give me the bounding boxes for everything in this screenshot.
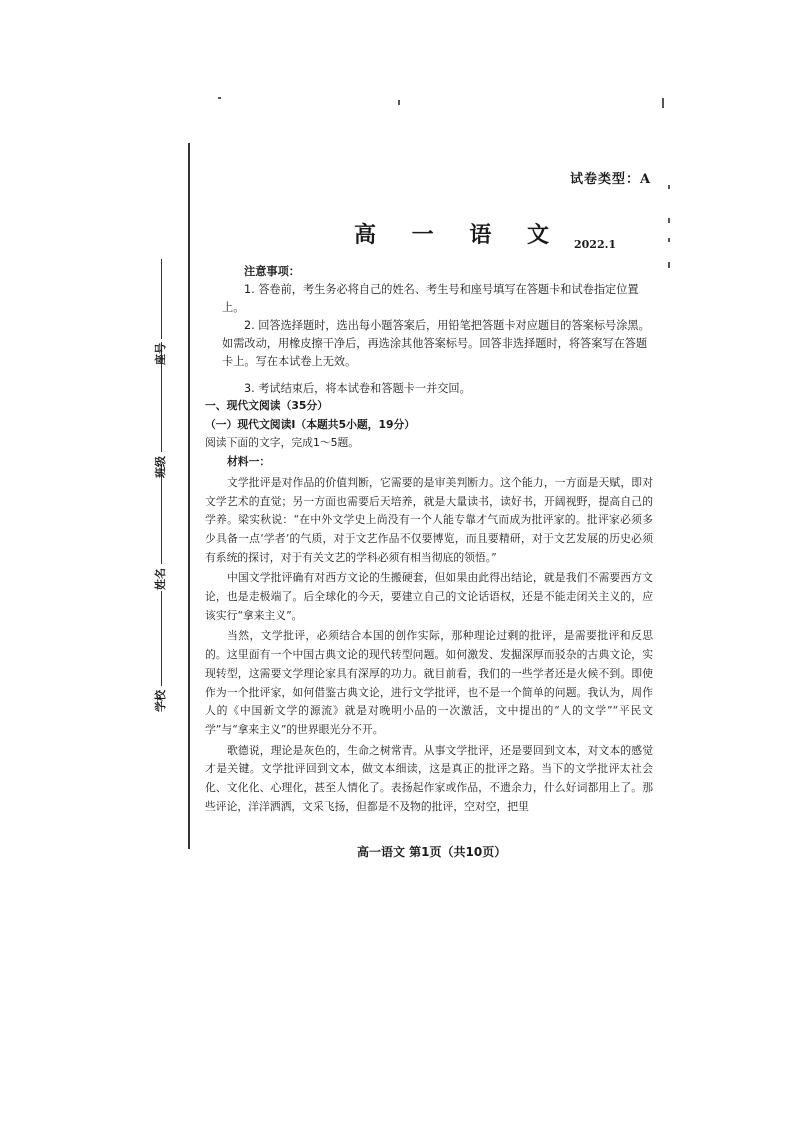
material-paragraph: 歌德说，理论是灰色的，生命之树常青。从事文学批评，还是要回到文本，对文本的感觉才是关键。文学批评回到文本，做文本细读，这是真正的批评之路。当下的文学批评太社会化、文化化、心理化，甚至人情化了。表扬起作家或作品，不遗余力，什么好词都用上了。那些评论，洋洋洒洒，文采飞扬，但都是不及物的批评，空对空，把里 — [205, 743, 653, 813]
scan-speck — [668, 218, 670, 223]
name-blank — [161, 464, 162, 564]
name-field — [152, 460, 168, 590]
seat-blank — [161, 259, 162, 339]
material-paragraph: 中国文学批评确有对西方文论的生搬硬套，但如果由此得出结论，就是我们不需要西方文论，也是走极端了。后全球化的今天，要建立自己的文论话语权，还是不能走闭关主义的，应该实行“拿来主义”。 — [205, 571, 653, 622]
notice-block — [222, 263, 650, 398]
exam-type: 试卷类型：A — [570, 172, 652, 187]
scan-speck — [668, 262, 670, 268]
material-label: 材料一： — [227, 455, 271, 469]
notice-item: 3. 考试结束后，将本试卷和答题卡一并交回。 — [244, 382, 471, 395]
scan-speck — [668, 238, 670, 242]
scan-speck — [398, 100, 400, 105]
notice-item: 2. 回答选择题时，选出每小题答案后，用铅笔把答题卡对应题目的答案标号涂黑。如需改动，用橡皮擦干净后，再选涂其他答案标号。回答非选择题时，将答案写在答题卡上。写在本试卷上无效。 — [222, 319, 650, 368]
reading-section — [205, 397, 653, 816]
section-title: 一、现代文阅读（35分） — [205, 399, 328, 412]
school-blank — [161, 591, 162, 686]
name-label: 姓名 — [154, 568, 167, 590]
seat-label: 座号 — [154, 343, 167, 365]
school-field — [152, 587, 168, 712]
material-paragraph: 文学批评是对作品的价值判断，它需要的是审美判断力。这个能力，一方面是天赋，即对文学艺术的直觉；另一方面也需要后天培养，就是大量读书，读好书，开阔视野，提高自己的学养。梁实秋说：“在中外文学史上尚没有一个人能专靠才气而成为批评家的。批评家必须多少具备一点‘学者’的气质，对于文艺作品不仅要博览，而且要精研，对于文艺发展的历史必须有系统的探讨，对于有关文艺的学科必须有相当彻底的领悟。” — [205, 475, 653, 564]
section-instruction: 阅读下面的文字，完成1～5题。 — [205, 436, 360, 450]
scan-speck — [218, 97, 221, 99]
page-footer: 高一语文 第1页（共10页） — [357, 845, 507, 859]
school-label: 学校 — [154, 690, 167, 712]
class-label: 班级 — [154, 456, 167, 478]
seat-field — [152, 255, 168, 365]
exam-date: 2022.1 — [574, 238, 617, 251]
scan-speck — [668, 185, 670, 189]
scan-speck — [662, 98, 664, 108]
page-title: 高 一 语 文 — [354, 222, 563, 248]
notice-heading: 注意事项： — [244, 265, 300, 278]
material-paragraph: 当然，文学批评，必须结合本国的创作实际，那种理论过剩的批评，是需要批评和反思的。这里面有一个中国古典文论的现代转型问题。如何激发、发掘深厚而驳杂的古典文论，实现转型，这需要文学理论家具有深厚的功力。就目前看，我们的一些学者还是火候不到。即使作为一个批评家，如何借鉴古典文论，进行文学批评，也不是一个简单的问题。我认为，周作人的《中国新文学的源流》就是对晚明小品的一次激活，文中提出的“人的文学”“平民文学”与“拿来主义”的世界眼光分不开。 — [205, 629, 653, 736]
section-subtitle: （一）现代文阅读Ⅰ（本题共5小题，19分） — [205, 417, 416, 431]
binding-line — [188, 143, 190, 849]
notice-item: 1. 答卷前，考生务必将自己的姓名、考生号和座号填写在答题卡和试卷指定位置上。 — [222, 283, 639, 314]
